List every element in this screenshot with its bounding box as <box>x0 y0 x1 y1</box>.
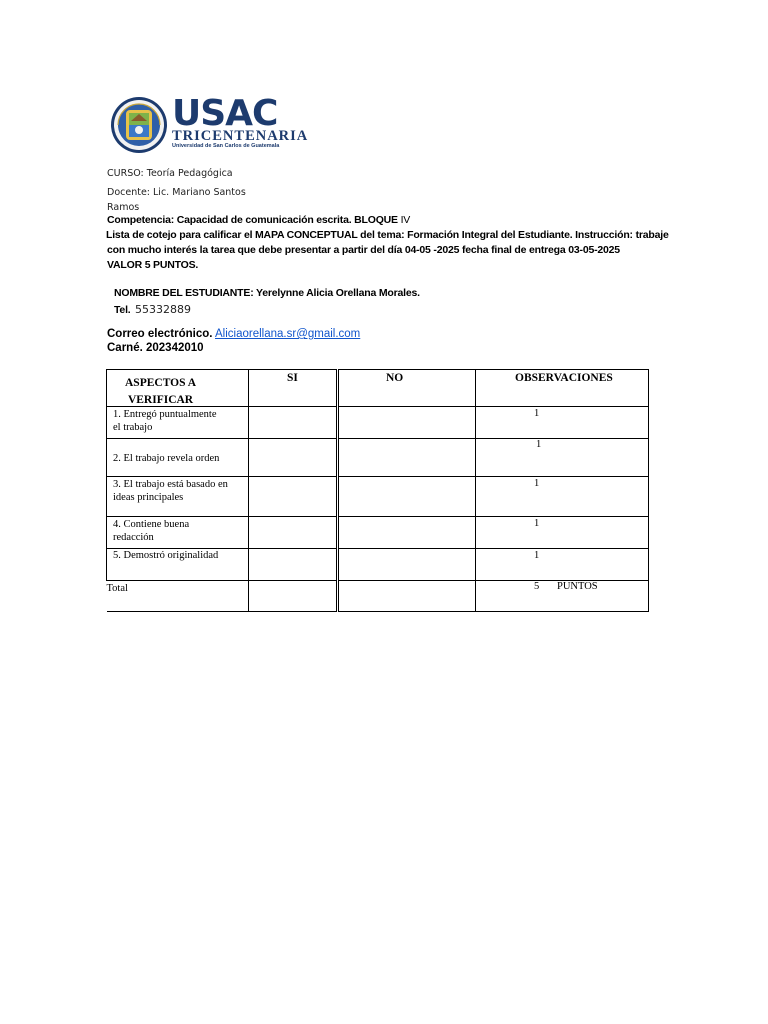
usac-logo <box>110 93 309 154</box>
header-aspectos-line2: VERIFICAR <box>127 394 194 406</box>
tel-line <box>114 300 191 318</box>
docente-line-2: Ramos <box>107 202 140 213</box>
tel-label: Tel. <box>114 304 131 316</box>
aspect-text: 5. Demostró originalidad <box>113 550 219 561</box>
total-unit: PUNTOS <box>557 581 598 592</box>
aspect-cell <box>107 439 249 477</box>
checklist-table <box>106 369 649 612</box>
valor-line: VALOR 5 PUNTOS. <box>107 259 199 271</box>
no-cell[interactable] <box>338 549 476 581</box>
instruccion-line-1: Lista de cotejo para calificar el MAPA CONCEPTUAL del tema: Formación Integral del Estudiante. Instrucción: trabaje <box>106 229 669 241</box>
si-cell[interactable] <box>249 517 338 549</box>
logo-subtitle: Universidad de San Carlos de Guatemala <box>172 143 280 149</box>
obs-value: 1 <box>534 478 540 489</box>
obs-cell[interactable] <box>476 517 649 549</box>
aspect-text: 4. Contiene buena <box>113 519 190 530</box>
si-cell[interactable] <box>249 549 338 581</box>
total-label: Total <box>106 583 128 594</box>
total-obs-cell[interactable] <box>476 581 649 612</box>
aspect-text: el trabajo <box>113 422 153 433</box>
si-cell[interactable] <box>249 439 338 477</box>
aspect-cell <box>107 517 249 549</box>
no-cell[interactable] <box>338 407 476 439</box>
aspect-cell <box>107 477 249 517</box>
carne-line: Carné. 202342010 <box>107 342 204 354</box>
aspect-text: ideas principales <box>113 492 184 503</box>
table-header-row <box>107 370 649 407</box>
no-cell[interactable] <box>338 477 476 517</box>
instruccion-line-2: con mucho interés la tarea que debe presentar a partir del día 04-05 -2025 fecha final de entrega 03-05-2025 <box>107 244 620 256</box>
competencia-line <box>107 214 410 226</box>
docente-line-1: Docente: Lic. Mariano Santos <box>107 187 246 198</box>
header-si <box>249 370 338 407</box>
header-observaciones <box>476 370 649 407</box>
table-row <box>107 549 649 581</box>
obs-cell[interactable] <box>476 549 649 581</box>
aspect-text: redacción <box>113 532 154 543</box>
obs-value: 1 <box>534 408 540 419</box>
student-name: NOMBRE DEL ESTUDIANTE: Yerelynne Alicia Orellana Morales. <box>114 287 420 299</box>
logo-wordmark: USAC <box>172 93 278 134</box>
table-row <box>107 439 649 477</box>
table-row <box>107 477 649 517</box>
aspect-cell <box>107 407 249 439</box>
header-aspectos-line1: ASPECTOS A <box>125 377 197 389</box>
tel-value: 55332889 <box>134 303 191 316</box>
aspect-text: 1. Entregó puntualmente <box>113 409 217 420</box>
table-row <box>107 517 649 549</box>
si-cell[interactable] <box>249 477 338 517</box>
obs-cell[interactable] <box>476 477 649 517</box>
curso-line: CURSO: Teoría Pedagógica <box>107 168 233 179</box>
total-label-cell <box>107 581 249 612</box>
obs-value: 1 <box>534 518 540 529</box>
header-observaciones-label: OBSERVACIONES <box>515 372 613 384</box>
no-cell[interactable] <box>338 517 476 549</box>
obs-cell[interactable] <box>476 407 649 439</box>
obs-value: 1 <box>534 550 540 561</box>
obs-value: 1 <box>536 439 542 450</box>
no-cell[interactable] <box>338 439 476 477</box>
obs-cell[interactable] <box>476 439 649 477</box>
email-line <box>107 328 360 340</box>
aspect-text: 3. El trabajo está basado en <box>113 479 228 490</box>
header-si-label: SI <box>287 372 298 384</box>
si-cell[interactable] <box>249 407 338 439</box>
aspect-text: 2. El trabajo revela orden <box>113 453 220 464</box>
email-link[interactable]: Aliciaorellana.sr@gmail.com <box>215 328 361 340</box>
email-label: Correo electrónico. <box>107 328 213 340</box>
header-aspectos <box>107 370 249 407</box>
university-seal-icon <box>110 96 168 154</box>
no-cell[interactable] <box>338 581 476 612</box>
competencia-text: Competencia: Capacidad de comunicación escrita. BLOQUE <box>107 214 398 226</box>
logo-tagline: TRICENTENARIA <box>172 128 309 144</box>
bloque-number: IV <box>400 214 411 226</box>
si-cell[interactable] <box>249 581 338 612</box>
total-row <box>107 581 649 612</box>
total-value: 5 <box>534 581 540 592</box>
table-row <box>107 407 649 439</box>
header-no <box>338 370 476 407</box>
aspect-cell <box>107 549 249 581</box>
header-no-label: NO <box>386 372 404 384</box>
